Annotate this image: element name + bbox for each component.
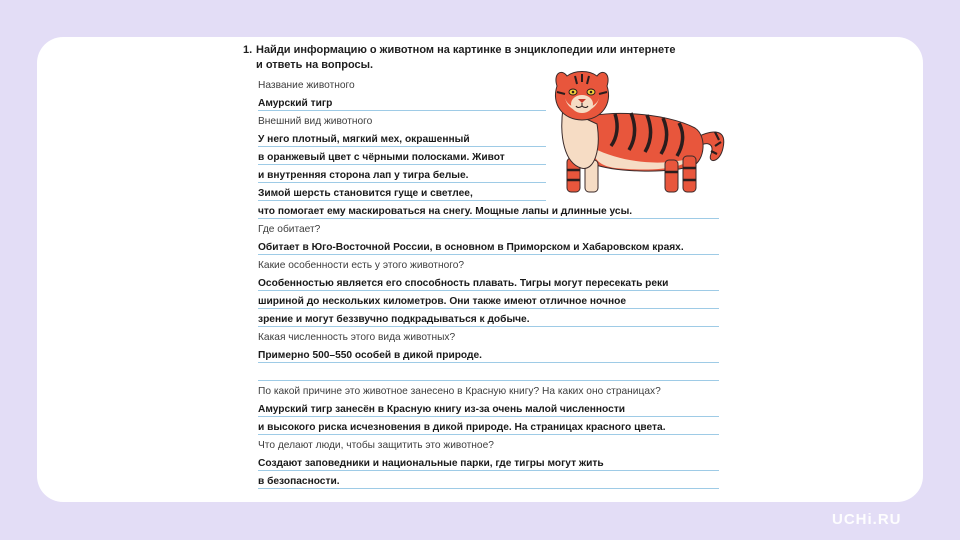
answer-line: что помогает ему маскироваться на снегу. Мощные лапы и длинные усы.	[258, 203, 719, 221]
answer-line: в безопасности.	[258, 473, 719, 491]
question-label: Что делают люди, чтобы защитить это животное?	[258, 440, 494, 451]
question-label: Какая численность этого вида животных?	[258, 332, 456, 343]
question-label: По какой причине это животное занесено в Красную книгу? На каких оно страницах?	[258, 386, 661, 397]
answer-line: Амурский тигр	[258, 95, 546, 113]
answer-line: У него плотный, мягкий мех, окрашенный	[258, 131, 546, 149]
task-text-line-1: Найди информацию о животном на картинке в энциклопедии или интернете	[256, 44, 676, 56]
answer-line: в оранжевый цвет с чёрными полосками. Живот	[258, 149, 546, 167]
answer-line-empty	[258, 365, 719, 383]
answer-line: Обитает в Юго-Восточной России, в основном в Приморском и Хабаровском краях.	[258, 239, 719, 257]
tiger-illustration-icon	[545, 68, 730, 198]
question-label: Какие особенности есть у этого животного?	[258, 260, 465, 271]
question-label: Где обитает?	[258, 224, 321, 235]
task-text-line-2: и ответь на вопросы.	[256, 59, 374, 71]
answer-line: Амурский тигр занесён в Красную книгу из-за очень малой численности	[258, 401, 719, 419]
answer-line: Создают заповедники и национальные парки, где тигры могут жить	[258, 455, 719, 473]
task-number: 1.	[243, 44, 253, 56]
answer-line: и высокого риска исчезновения в дикой природе. На страницах красного цвета.	[258, 419, 719, 437]
answer-line: Особенностью является его способность плавать. Тигры могут пересекать реки	[258, 275, 719, 293]
answer-line: Зимой шерсть становится гуще и светлее,	[258, 185, 546, 203]
answer-line: шириной до нескольких километров. Они также имеют отличное ночное	[258, 293, 719, 311]
answer-line: Примерно 500–550 особей в дикой природе.	[258, 347, 719, 365]
brand-logo: UCHi.RU	[832, 511, 902, 528]
question-label: Название животного	[258, 80, 355, 91]
answer-line: и внутренняя сторона лап у тигра белые.	[258, 167, 546, 185]
answer-line: зрение и могут беззвучно подкрадываться к добыче.	[258, 311, 719, 329]
question-label: Внешний вид животного	[258, 116, 373, 127]
